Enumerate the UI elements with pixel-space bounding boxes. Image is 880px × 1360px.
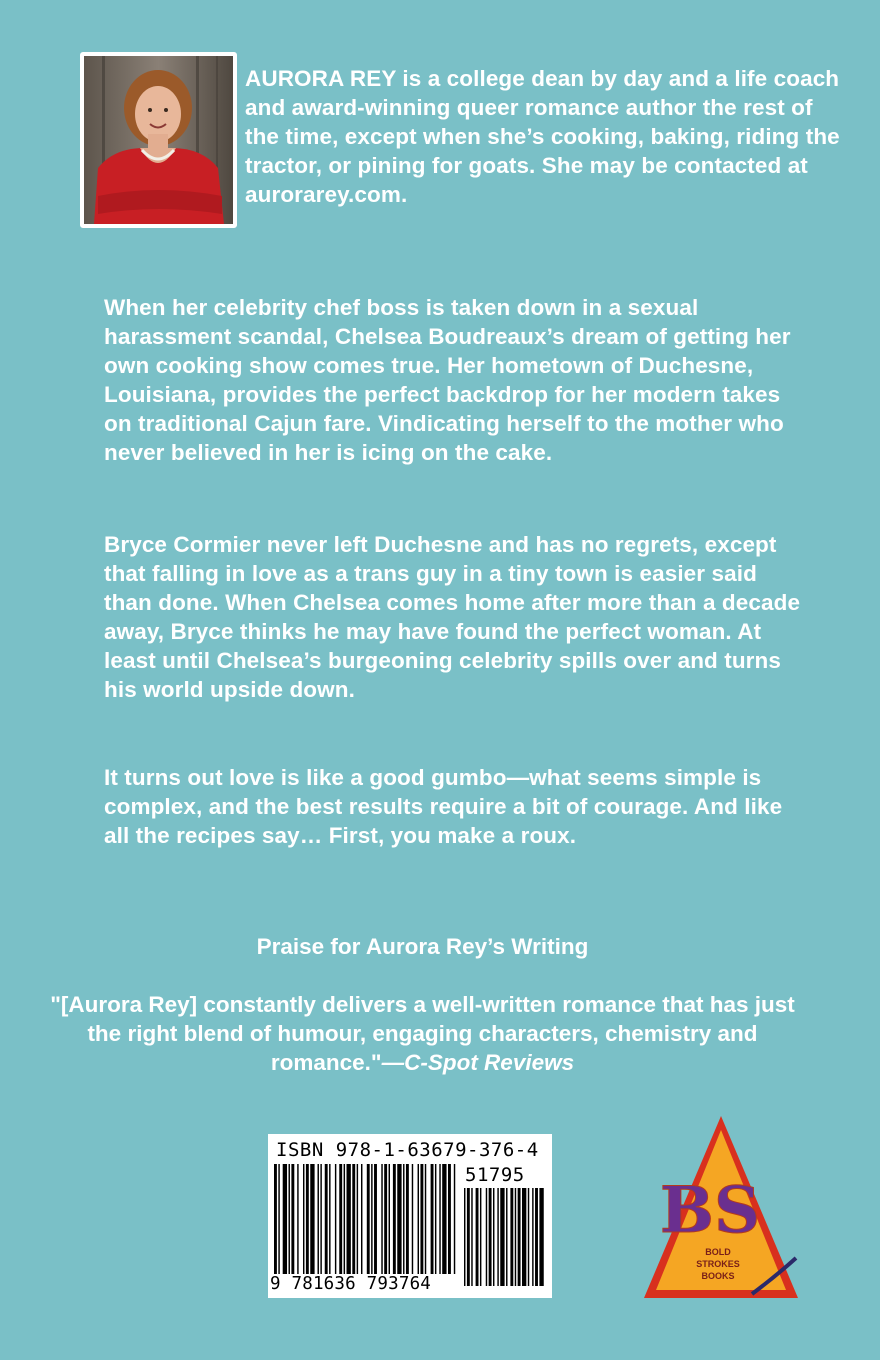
barcode-bar bbox=[393, 1164, 396, 1274]
barcode-bar bbox=[374, 1164, 377, 1274]
barcode-addon-bar bbox=[464, 1188, 465, 1286]
barcode-bar bbox=[435, 1164, 436, 1274]
barcode-bar bbox=[439, 1164, 440, 1274]
barcode-addon-bar bbox=[535, 1188, 538, 1286]
barcode-bar bbox=[289, 1164, 290, 1274]
barcode-bar bbox=[320, 1164, 321, 1274]
barcode-bar bbox=[335, 1164, 336, 1274]
barcode-bar bbox=[371, 1164, 372, 1274]
barcode-bar bbox=[403, 1164, 404, 1274]
barcode-bar bbox=[389, 1164, 390, 1274]
barcode-addon-bar bbox=[500, 1188, 504, 1286]
blurb-paragraph-1: When her celebrity chef boss is taken down in a sexual harassment scandal, Chelsea Boudreaux’s dream of getting her own cooking show comes true. Her hometown of Duchesne, Louisiana, provides the perfect backdrop for her modern takes on traditional Cajun fare. Vindicating herself to the mother who never believed in her is icing on the cake. bbox=[104, 295, 791, 465]
barcode-bar bbox=[431, 1164, 434, 1274]
barcode-addon-bar bbox=[467, 1188, 470, 1286]
barcode-bar bbox=[397, 1164, 401, 1274]
barcode-bar bbox=[367, 1164, 370, 1274]
barcode-addon-bar bbox=[480, 1188, 481, 1286]
barcode-addon-bar bbox=[497, 1188, 498, 1286]
isbn-label: ISBN 978-1-63679-376-4 bbox=[276, 1139, 539, 1161]
review-quote bbox=[40, 990, 805, 1077]
logo-letters: BS bbox=[659, 1173, 761, 1248]
barcode-bar bbox=[318, 1164, 319, 1274]
author-bio bbox=[245, 64, 845, 209]
barcode-bar bbox=[347, 1164, 351, 1274]
isbn-barcode bbox=[268, 1134, 552, 1298]
logo-text-3: BOOKS bbox=[701, 1271, 735, 1281]
barcode-addon-bar bbox=[476, 1188, 479, 1286]
barcode-bar bbox=[310, 1164, 314, 1274]
barcode-bar bbox=[412, 1164, 413, 1274]
barcode-addon-bar bbox=[522, 1188, 526, 1286]
barcode-bar bbox=[361, 1164, 362, 1274]
barcode-bar bbox=[420, 1164, 423, 1274]
barcode-bar bbox=[283, 1164, 287, 1274]
author-bio-text: is a college dean by day and a life coach and award-winning queer romance author the rest of the time, except when she’s cooking, baking, riding the tractor, or pining for goats. She may be contacted at aurorarey.com. bbox=[245, 66, 840, 207]
author-name: AURORA REY bbox=[245, 66, 397, 91]
barcode-bar bbox=[406, 1164, 409, 1274]
barcode-addon-bar bbox=[518, 1188, 521, 1286]
barcode-bar bbox=[357, 1164, 358, 1274]
barcode-addon-number: 51795 bbox=[465, 1164, 525, 1186]
praise-heading: Praise for Aurora Rey’s Writing bbox=[256, 934, 589, 959]
barcode-bar bbox=[344, 1164, 345, 1274]
barcode-bar bbox=[454, 1164, 455, 1274]
barcode-bar bbox=[339, 1164, 342, 1274]
barcode-bar bbox=[442, 1164, 446, 1274]
barcode-bar bbox=[448, 1164, 451, 1274]
publisher-logo bbox=[640, 1112, 802, 1308]
barcode-digits: 9 781636 793764 bbox=[270, 1274, 432, 1294]
barcode-addon-bar bbox=[489, 1188, 492, 1286]
barcode-addon-bar bbox=[510, 1188, 513, 1286]
barcode-bar bbox=[384, 1164, 387, 1274]
barcode-bar bbox=[381, 1164, 382, 1274]
barcode-bar bbox=[306, 1164, 309, 1274]
barcode-addon-bar bbox=[486, 1188, 487, 1286]
logo-text-1: BOLD bbox=[705, 1247, 731, 1257]
barcode-bar bbox=[352, 1164, 355, 1274]
blurb-paragraph-2: Bryce Cormier never left Duchesne and has no regrets, except that falling in love as a trans guy in a tiny town is easier said than done. When Chelsea comes home after more than a decade away, Bryce thinks he may have found the perfect woman. At least until Chelsea’s burgeoning celebrity spills over and turns his world upside down. bbox=[104, 532, 801, 702]
author-photo bbox=[80, 52, 237, 228]
barcode-bar bbox=[418, 1164, 419, 1274]
barcode-bar bbox=[297, 1164, 298, 1274]
barcode-addon-bar bbox=[493, 1188, 494, 1286]
review-source: —C-Spot Reviews bbox=[381, 1050, 575, 1075]
barcode-addon-bar bbox=[532, 1188, 533, 1286]
barcode-addon-bar bbox=[506, 1188, 507, 1286]
barcode-addon-bar bbox=[471, 1188, 472, 1286]
barcode-bar bbox=[303, 1164, 304, 1274]
review-quote-text: "[Aurora Rey] constantly delivers a well-written romance that has just the right blend of humour, engaging characters, chemistry and romance." bbox=[50, 992, 795, 1075]
barcode-bar bbox=[425, 1164, 426, 1274]
barcode-bar bbox=[278, 1164, 279, 1274]
barcode-bar bbox=[325, 1164, 328, 1274]
barcode-bar bbox=[274, 1164, 277, 1274]
barcode-addon-bar bbox=[515, 1188, 516, 1286]
barcode-bar bbox=[329, 1164, 330, 1274]
blurb-paragraph-3: It turns out love is like a good gumbo—what seems simple is complex, and the best results require a bit of courage. And like all the recipes say… First, you make a roux. bbox=[104, 765, 783, 848]
barcode-bar bbox=[291, 1164, 294, 1274]
logo-text-2: STROKES bbox=[696, 1259, 740, 1269]
barcode-addon-bar bbox=[528, 1188, 529, 1286]
barcode-addon-bar bbox=[539, 1188, 543, 1286]
